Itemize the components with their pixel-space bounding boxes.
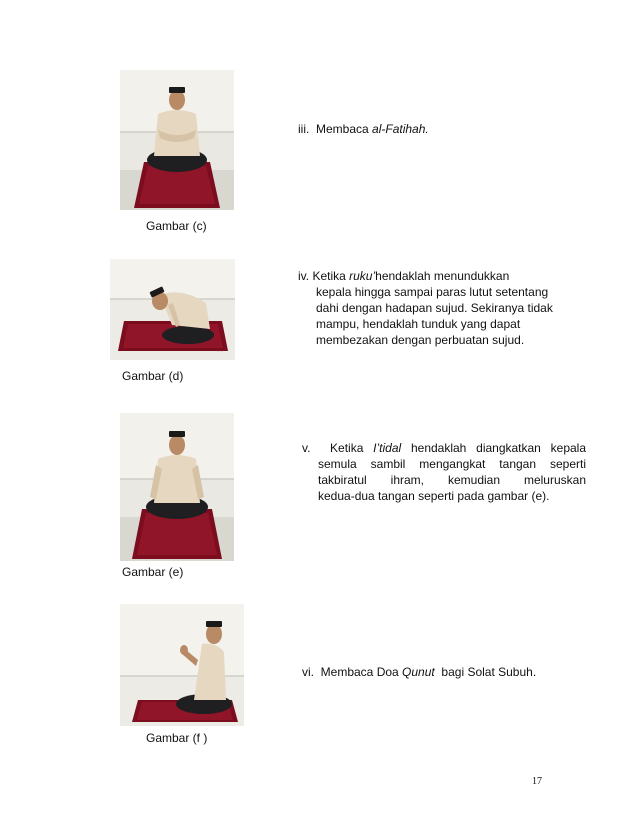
step-iv-number: iv. (298, 269, 310, 283)
step-iii-term: al-Fatihah. (372, 122, 429, 136)
step-v-line-4: kedua-dua tangan seperti pada gambar (e). (318, 489, 550, 503)
figure-f-photo (120, 604, 244, 726)
page-number: 17 (532, 776, 542, 787)
figure-e-caption: Gambar (e) (122, 565, 184, 579)
figure-c-photo (120, 70, 234, 210)
step-iv-line-3: dahi dengan hadapan sujud. Sekiranya tidak (316, 301, 553, 315)
step-vi-before: Membaca Doa (320, 665, 403, 679)
step-iv-line-1 (298, 268, 588, 284)
step-vi-number: vi. (302, 665, 314, 679)
step-v-line-1 (302, 440, 586, 456)
figure-c-caption: Gambar (c) (146, 219, 207, 233)
step-iii (298, 121, 598, 137)
step-iv-line-4: mampu, hendaklah tunduk yang dapat (316, 317, 521, 331)
step-vi-term: Qunut (402, 665, 435, 679)
step-iv-line-2: kepala hingga sampai paras lutut setentang (316, 285, 549, 299)
figure-f-caption: Gambar (f ) (146, 731, 208, 745)
step-iv-line-5: membezakan dengan perbuatan sujud. (316, 333, 525, 347)
step-v (302, 440, 586, 504)
step-vi-text (302, 664, 602, 680)
figure-d-caption: Gambar (d) (122, 369, 184, 383)
step-iii-text (298, 121, 598, 137)
step-iv-line1-after: hendaklah menundukkan (375, 269, 510, 283)
photo-date-stamp: ’ ’ (218, 351, 223, 357)
step-vi (302, 664, 602, 680)
step-iv (298, 268, 588, 348)
step-v-line1-after: hendaklah diangkatkan kepala (401, 441, 587, 455)
step-v-number: v. (302, 441, 311, 455)
step-iii-number: iii. (298, 122, 310, 136)
figure-d-photo (110, 259, 235, 360)
step-iv-term: ruku’ (349, 269, 376, 283)
step-v-line-3: takbiratul ihram, kemudian meluruskan (318, 473, 586, 487)
step-iii-before: Membaca (316, 122, 373, 136)
step-vi-after: bagi Solat Subuh. (434, 665, 537, 679)
step-v-term: I’tidal (373, 441, 402, 455)
step-iv-line1-before: Ketika (312, 269, 350, 283)
step-v-line1-before: Ketika (330, 441, 374, 455)
figure-e-photo (120, 413, 234, 561)
step-v-line-2: semula sambil mengangkat tangan seperti (318, 457, 586, 471)
